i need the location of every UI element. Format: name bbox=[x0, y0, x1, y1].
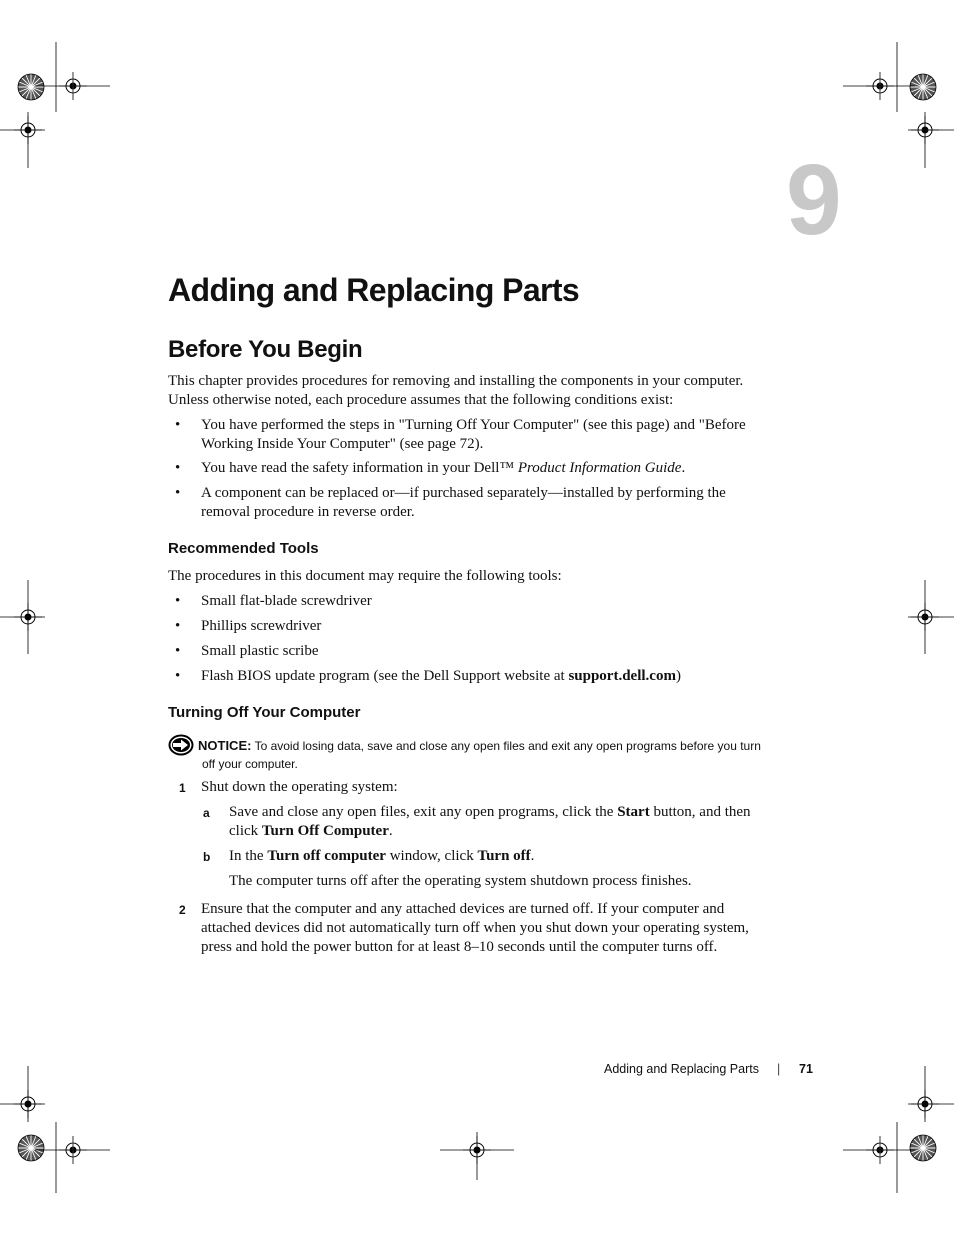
bullet: • bbox=[175, 593, 181, 609]
chapter-number: 9 bbox=[786, 144, 840, 256]
step-note: The computer turns off after the operating system shutdown process finishes. bbox=[229, 873, 692, 889]
turn-off-computer-label: Turn Off Computer bbox=[261, 823, 389, 839]
turnoff-heading: Turning Off Your Computer bbox=[168, 704, 361, 721]
turn-off-label: Turn off bbox=[477, 848, 531, 864]
substep-text: Save and close any open files, exit any open programs, click the Start button, and then click Turn Off Computer. bbox=[229, 804, 751, 839]
list-item: Small plastic scribe bbox=[201, 643, 319, 659]
page-number: 71 bbox=[799, 1062, 813, 1076]
list-item: Phillips screwdriver bbox=[201, 618, 322, 634]
starburst-target-icon bbox=[910, 74, 936, 100]
footer-title: Adding and Replacing Parts bbox=[604, 1062, 759, 1076]
notice: NOTICE: To avoid losing data, save and close any open files and exit any open programs before you turn off your computer. bbox=[198, 738, 761, 771]
list-item: You have performed the steps in "Turning Off Your Computer" (see this page) and "Before Working Inside Your Computer" (see page 72). bbox=[201, 417, 746, 452]
start-button-label: Start bbox=[617, 804, 650, 820]
list-item: Flash BIOS update program (see the Dell Support website at support.dell.com) bbox=[201, 668, 681, 684]
bullet: • bbox=[175, 417, 181, 433]
bullet: • bbox=[175, 643, 181, 659]
intro-paragraph: This chapter provides procedures for removing and installing the components in your computer. Unless otherwise noted, each procedure assumes that the following conditions exist: bbox=[168, 373, 744, 408]
substep-text: In the Turn off computer window, click Turn off. bbox=[229, 848, 535, 864]
step-number: 2 bbox=[179, 903, 186, 917]
list-item: Small flat-blade screwdriver bbox=[201, 593, 372, 609]
list-item: A component can be replaced or—if purchased separately—installed by performing the removal procedure in reverse order. bbox=[201, 485, 726, 520]
substep-letter: b bbox=[203, 850, 211, 864]
tools-intro: The procedures in this document may require the following tools: bbox=[168, 568, 562, 584]
section-title: Before You Begin bbox=[168, 336, 363, 363]
bullet: • bbox=[175, 485, 181, 501]
starburst-target-icon bbox=[910, 1135, 936, 1161]
notice-label: NOTICE: bbox=[198, 738, 252, 753]
starburst-target-icon bbox=[18, 74, 44, 100]
tools-heading: Recommended Tools bbox=[168, 540, 319, 557]
starburst-target-icon bbox=[18, 1135, 44, 1161]
step-text: Ensure that the computer and any attached devices are turned off. If your computer and attached devices did not automatically turn off when you shut down your operating system, press and hold the power button for at least 8–10 seconds until the computer turns off. bbox=[201, 901, 749, 955]
footer-separator: | bbox=[777, 1062, 781, 1076]
turn-off-computer-window-label: Turn off computer bbox=[267, 848, 386, 864]
notice-arrow-icon bbox=[168, 734, 194, 756]
step-text: Shut down the operating system: bbox=[201, 779, 398, 795]
bullet: • bbox=[175, 668, 181, 684]
support-link[interactable]: support.dell.com bbox=[568, 668, 676, 684]
guide-title: Product Information Guide bbox=[517, 460, 682, 476]
step-number: 1 bbox=[179, 781, 186, 795]
substep-letter: a bbox=[203, 806, 210, 820]
bullet: • bbox=[175, 618, 181, 634]
chapter-title: Adding and Replacing Parts bbox=[168, 272, 580, 308]
list-item: You have read the safety information in your Dell™ Product Information Guide. bbox=[201, 460, 686, 476]
bullet: • bbox=[175, 460, 181, 476]
